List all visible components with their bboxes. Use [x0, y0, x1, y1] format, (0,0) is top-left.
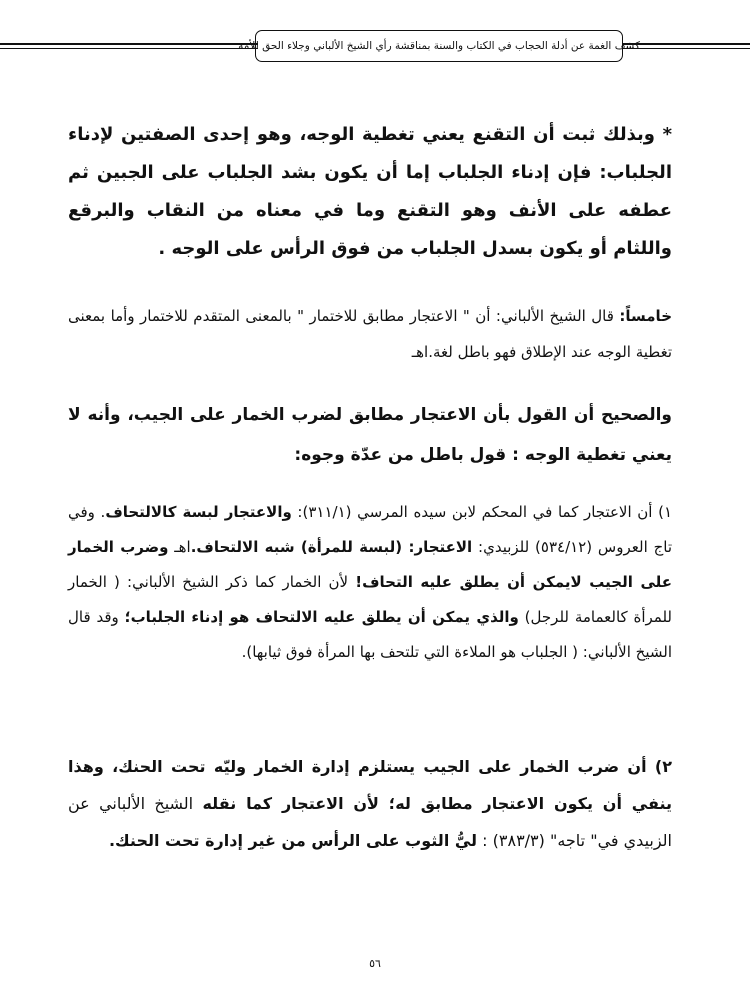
paragraph-correct-view: والصحيح أن القول بأن الاعتجار مطابق لضرب الخمار على الجيب، وأنه لا يعني تغطية الوجه : قول باطل من عدّة وجوه:: [68, 405, 672, 465]
header-rule: [0, 43, 258, 45]
running-header: [238, 30, 640, 62]
text-run: لأن الخمار كما ذكر الشيخ الألباني: ( الخمار للمرأة كالعمامة للرجل): [68, 573, 673, 626]
text-run-bold: وضرب الخمار على الجيب لايمكن أن يطلق عليه التحاف!: [68, 538, 672, 591]
text-run-bold: ليُّ الثوب على الرأس من غير إدارة تحت الحنك.: [108, 831, 478, 850]
paragraph-fifth: [68, 298, 672, 370]
text-run: الشيخ الألباني عن الزبيدي في" تاجه" (٣٨٣/٣) :: [68, 794, 672, 850]
text-run: ١) أن الاعتجار كما في المحكم لابن سيده المرسي (٣١١/١):: [291, 503, 672, 521]
paragraph-point-1: [68, 495, 672, 670]
text-run-bold: ٢) أن ضرب الخمار على الجيب يستلزم إدارة الخمار وليّه تحت الحنك، وهذا ينفي أن يكون الاعتجار مطابق له؛ لأن الاعتجار كما نقله: [68, 757, 672, 813]
paragraph-conclusion: * وبذلك ثبت أن التقنع يعني تغطية الوجه، وهو إحدى الصفتين لإدناء الجلباب: فإن إدناء الجلباب إما أن يكون بشد الجلباب على الجبين ثم عطفه على الأنف وهو التقنع وما في معناه من النقاب والبرقع واللثام أو يكون بسدل الجلباب من فوق الرأس على الوجه .: [68, 124, 672, 259]
text-run-bold: الاعتجار: (لبسة للمرأة) شبه الالتحاف.: [190, 538, 473, 556]
text-run: وقد قال الشيخ الألباني: ( الجلباب هو الملاءة التي تلتحف بها المرأة فوق ثيابها).: [68, 608, 672, 661]
paragraph-text: قال الشيخ الألباني: أن " الاعتجار مطابق للاختمار " بالمعنى المتقدم للاختمار وأما بمعنى تغطية الوجه عند الإطلاق فهو باطل لغة.اهـ: [68, 307, 672, 361]
text-run: اهـ: [168, 538, 191, 556]
text-run-bold: والاعتجار لبسة كالالتحاف: [105, 503, 292, 521]
page-number: ٥٦: [369, 957, 381, 970]
paragraph-lead: خامساً:: [619, 307, 672, 325]
header-rule: [622, 48, 750, 49]
paragraph-point-2: [68, 748, 672, 859]
header-rule: [622, 43, 750, 45]
header-rule: [0, 48, 258, 49]
header-title: كشف الغمة عن أدلة الحجاب في الكتاب والسنة بمناقشة رأي الشيخ الألباني وجلاء الحق للأمة: [238, 40, 640, 52]
text-run: . وفي تاج العروس (٥٣٤/١٢) للزبيدي:: [68, 503, 672, 556]
text-run-bold: والذي يمكن أن يطلق عليه الالتحاف هو إدناء الجلباب؛: [124, 608, 519, 626]
